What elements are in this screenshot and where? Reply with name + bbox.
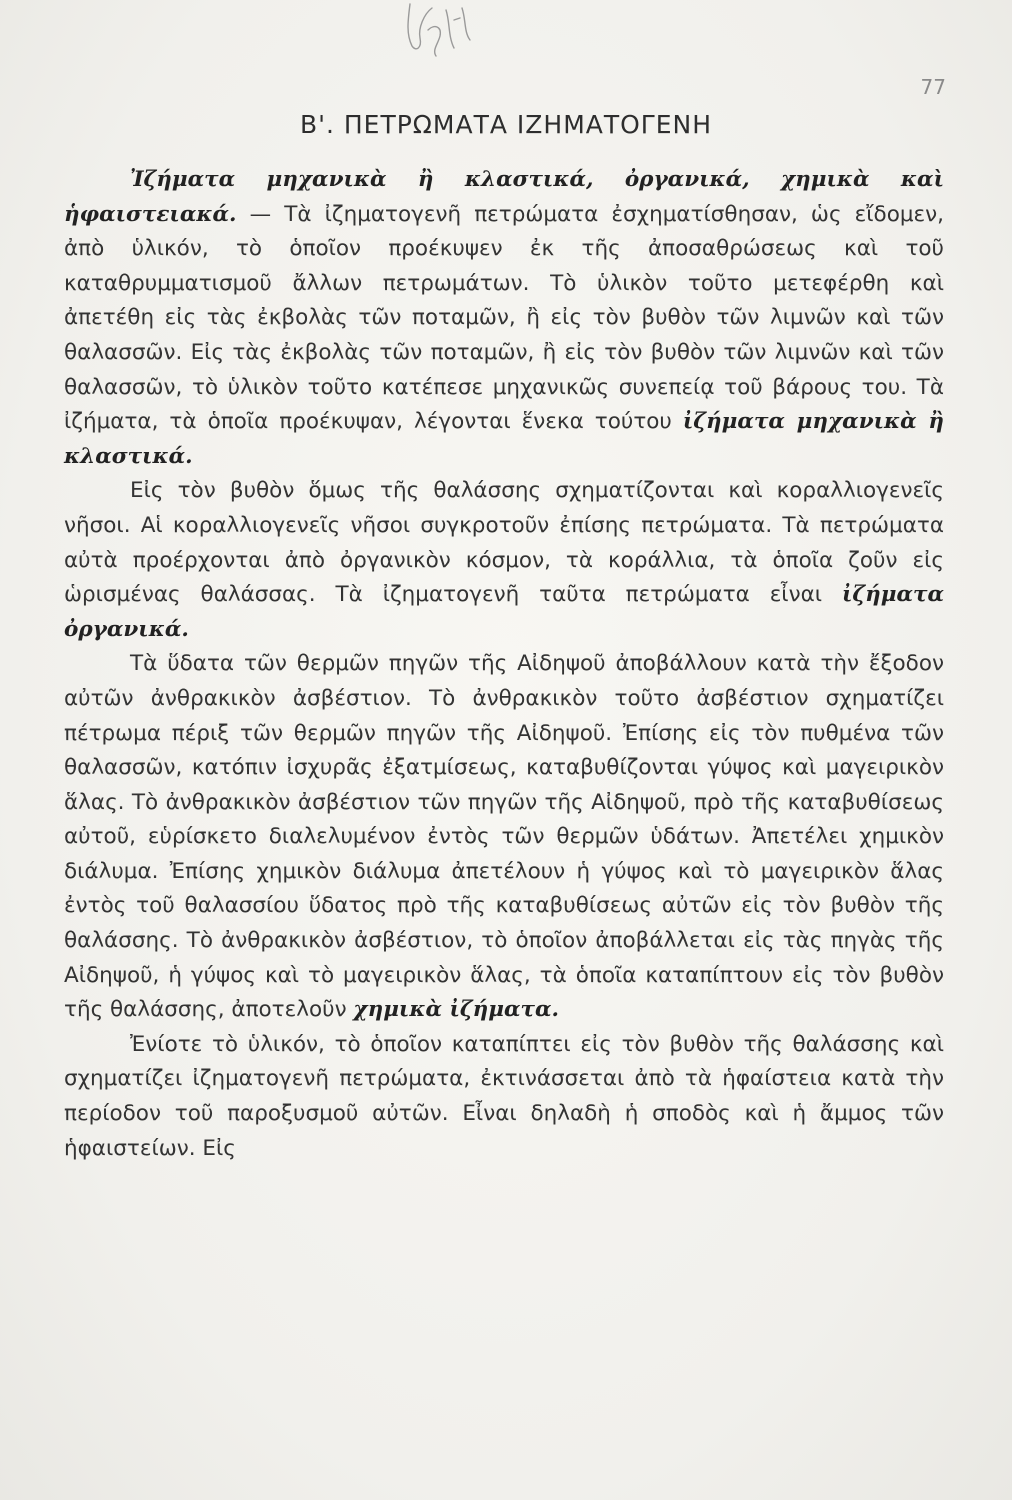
body-text — [64, 163, 944, 1166]
paragraph-3 — [64, 647, 944, 1028]
paragraph-text: Εἰς τὸν βυθὸν ὅμως τῆς θαλάσσης σχηματίζονται καὶ κοραλλιογενεῖς νῆσοι. Αἱ κοραλλιογενεῖς νῆσοι συγκροτοῦν ἐπίσης πετρώματα. Τὰ πετρώματα αὐτὰ προέρχονται ἀπὸ ὀργανικὸν κόσμον, τὰ κοράλλια, τὰ ὁποῖα ζοῦν εἰς ὡρισμένας θαλάσσας. Τὰ ἰζηματογενῆ ταῦτα πετρώματα εἶναι — [64, 478, 944, 608]
paragraph-text: — Τὰ ἰζηματογενῆ πετρώματα ἐσχηματίσθησαν, ὡς εἴδομεν, ἀπὸ ὑλικόν, τὸ ὁποῖον προέκυψεν ἐκ τῆς ἀποσαθρώσεως καὶ τοῦ καταθρυμματισμοῦ ἄλλων πετρωμάτων. Τὸ ὑλικὸν τοῦτο μετεφέρθη καὶ ἀπετέθη εἰς τὰς ἐκβολὰς τῶν ποταμῶν, ἢ εἰς τὸν βυθὸν τῶν λιμνῶν καὶ τῶν θαλασσῶν. Εἰς τὰς ἐκβολὰς τῶν ποταμῶν, ἢ εἰς τὸν βυθὸν τῶν λιμνῶν καὶ τῶν θαλασσῶν, τὸ ὑλικὸν τοῦτο κατέπεσε μηχανικῶς συνεπείᾳ τοῦ βάρους του. Τὰ ἰζήματα, τὰ ὁποῖα προέκυψαν, λέγονται ἕνεκα τούτου — [64, 201, 944, 435]
emphasis-term: ἰζήματα ὀργανικά. — [64, 582, 944, 642]
handwritten-signature — [388, 0, 488, 62]
page-number: 77 — [920, 75, 946, 99]
section-title: Β'. ΠΕΤΡΩΜΑΤΑ ΙΖΗΜΑΤΟΓΕΝΗ — [299, 110, 713, 139]
paragraph-text: Τὰ ὕδατα τῶν θερμῶν πηγῶν τῆς Αἰδηψοῦ ἀποβάλλουν κατὰ τὴν ἔξοδον αὐτῶν ἀνθρακικὸν ἀσβέστιον. Τὸ ἀνθρακικὸν τοῦτο ἀσβέστιον σχηματίζει πέτρωμα πέριξ τῶν θερμῶν πηγῶν τῆς Αἰδηψοῦ. Ἐπίσης εἰς τὸν πυθμένα τῶν θαλασσῶν, κατόπιν ἰσχυρᾶς ἐξατμίσεως, καταβυθίζονται γύψος καὶ μαγειρικὸν ἅλας. Τὸ ἀνθρακικὸν ἀσβέστιον τῶν πηγῶν τῆς Αἰδηψοῦ, πρὸ τῆς καταβυθίσεως αὐτοῦ, εὑρίσκετο διαλελυμένον ἐντὸς τῶν θερμῶν ὑδάτων. Ἀπετέλει χημικὸν διάλυμα. Ἐπίσης χημικὸν διάλυμα ἀπετέλουν ἡ γύψος καὶ τὸ μαγειρικὸν ἅλας ἐντὸς τοῦ θαλασσίου ὕδατος πρὸ τῆς καταβυθίσεως αὐτῶν εἰς τὸν βυθὸν τῆς θαλάσσης. Τὸ ἀνθρακικὸν ἀσβέστιον, τὸ ὁποῖον ἀποβάλλεται εἰς τὰς πηγὰς τῆς Αἰδηψοῦ, ἡ γύψος καὶ τὸ μαγειρικὸν ἅλας, τὰ ὁποῖα καταπίπτουν εἰς τὸν βυθὸν τῆς θαλάσσης, ἀποτελοῦν — [64, 651, 944, 1023]
paragraph-1 — [64, 163, 944, 474]
paragraph-4 — [64, 1028, 944, 1166]
paragraph-2 — [64, 474, 944, 647]
emphasis-term: ἰζήματα μηχανικὰ ἢ κλαστικά. — [64, 409, 944, 469]
paragraph-text: Ἐνίοτε τὸ ὑλικόν, τὸ ὁποῖον καταπίπτει εἰς τὸν βυθὸν τῆς θαλάσσης καὶ σχηματίζει ἰζηματογενῆ πετρώματα, ἐκτινάσσεται ἀπὸ τὰ ἡφαίστεια κατὰ τὴν περίοδον τοῦ παροξυσμοῦ αὐτῶν. Εἶναι δηλαδὴ ἡ σποδὸς καὶ ἡ ἄμμος τῶν ἡφαιστείων. Εἰς — [64, 1031, 944, 1161]
emphasis-term: χημικὰ ἰζήματα. — [353, 997, 560, 1023]
paragraph-lead: Ἰζήματα μηχανικὰ ἢ κλαστικά, ὀργανικά, χημικὰ καὶ ἡφαιστειακά. — [64, 167, 944, 227]
